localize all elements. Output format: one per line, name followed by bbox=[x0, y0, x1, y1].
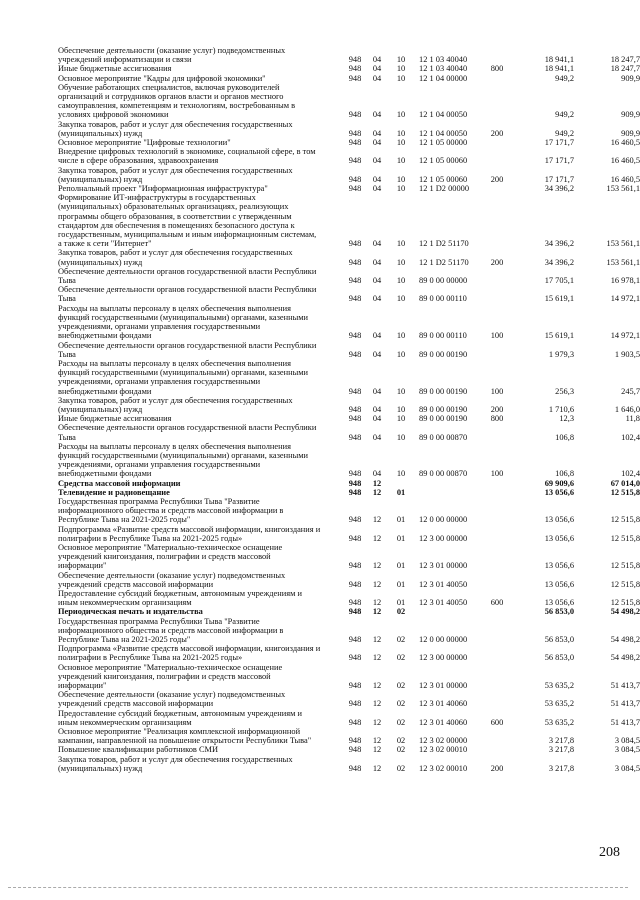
cell-target-article-code: 12 1 05 00060 bbox=[419, 174, 468, 184]
cell-subsection-code: 02 bbox=[396, 653, 406, 663]
cell-description: Основное мероприятие "Цифровые технологии" bbox=[58, 138, 231, 148]
table-row bbox=[58, 340, 640, 359]
cell-section-code: 04 bbox=[372, 138, 382, 148]
cell-ministry-code: 948 bbox=[348, 736, 362, 746]
cell-section-code: 04 bbox=[372, 64, 382, 74]
cell-description: Подпрограмма «Развитие средств массовой информации, книгоиздания и полиграфии в Республике Тыва на 2021-2025 годы» bbox=[58, 644, 321, 663]
table-row bbox=[58, 441, 640, 479]
cell-section-code: 12 bbox=[372, 736, 382, 746]
cell-amount-year-2: 1 646,0 bbox=[614, 404, 640, 414]
cell-amount-year-1: 949,2 bbox=[555, 128, 574, 138]
cell-description: Обеспечение деятельности (оказание услуг) подведомственных учреждений средств массовой информации bbox=[58, 690, 286, 709]
cell-ministry-code: 948 bbox=[348, 579, 362, 589]
table-row bbox=[58, 478, 640, 488]
table-row bbox=[58, 690, 640, 709]
cell-expense-type-code: 800 bbox=[490, 64, 504, 74]
cell-description: Основное мероприятие "Кадры для цифровой экономики" bbox=[58, 73, 266, 83]
cell-subsection-code: 10 bbox=[396, 156, 406, 166]
cell-section-code: 04 bbox=[372, 55, 382, 65]
cell-amount-year-1: 949,2 bbox=[555, 73, 574, 83]
cell-subsection-code: 10 bbox=[396, 174, 406, 184]
cell-description: Иные бюджетные ассигнования bbox=[58, 64, 172, 74]
table-row bbox=[58, 147, 640, 166]
cell-target-article-code: 89 0 00 00190 bbox=[419, 404, 468, 414]
cell-section-code: 04 bbox=[372, 349, 382, 359]
cell-subsection-code: 01 bbox=[396, 515, 406, 525]
cell-section-code: 04 bbox=[372, 469, 382, 479]
cell-ministry-code: 948 bbox=[348, 515, 362, 525]
cell-ministry-code: 948 bbox=[348, 156, 362, 166]
cell-description: Обеспечение деятельности органов государственной власти Республики Тыва bbox=[58, 340, 317, 359]
cell-amount-year-2: 12 515,8 bbox=[610, 579, 640, 589]
cell-target-article-code: 89 0 00 00000 bbox=[419, 276, 468, 286]
table-row bbox=[58, 46, 640, 65]
footer-divider bbox=[8, 887, 628, 888]
cell-amount-year-2: 3 084,5 bbox=[614, 745, 640, 755]
cell-expense-type-code: 200 bbox=[490, 174, 504, 184]
cell-amount-year-2: 54 498,2 bbox=[610, 653, 640, 663]
cell-section-code: 12 bbox=[372, 561, 382, 571]
cell-amount-year-1: 69 909,6 bbox=[544, 478, 574, 488]
table-row bbox=[58, 248, 640, 267]
cell-subsection-code: 10 bbox=[396, 257, 406, 267]
cell-subsection-code: 10 bbox=[396, 294, 406, 304]
cell-amount-year-1: 53 635,2 bbox=[544, 717, 574, 727]
cell-description: Иные бюджетные ассигнования bbox=[58, 414, 172, 424]
cell-amount-year-1: 3 217,8 bbox=[548, 736, 574, 746]
cell-amount-year-1: 56 853,0 bbox=[544, 635, 574, 644]
table-row bbox=[58, 414, 640, 424]
cell-description: Государственная программа Республики Тыва "Развитие информационного общества и средств массовой информации в Республике Тыва на 2021-2025 годы" bbox=[58, 616, 284, 644]
cell-amount-year-1: 13 056,6 bbox=[544, 487, 574, 497]
cell-ministry-code: 948 bbox=[348, 653, 362, 663]
cell-description: Закупка товаров, работ и услуг для обеспечения государственных (муниципальных) нужд bbox=[58, 754, 293, 773]
cell-amount-year-2: 51 413,7 bbox=[610, 681, 640, 691]
table-row bbox=[58, 285, 640, 304]
cell-ministry-code: 948 bbox=[348, 533, 362, 543]
cell-section-code: 04 bbox=[372, 110, 382, 120]
cell-description: Обеспечение деятельности (оказание услуг) подведомственных учреждений информатизации и связи bbox=[58, 46, 286, 65]
cell-section-code: 12 bbox=[372, 533, 382, 543]
cell-section-code: 12 bbox=[372, 681, 382, 691]
table-row bbox=[58, 644, 640, 663]
cell-amount-year-2: 16 460,5 bbox=[610, 174, 640, 184]
cell-target-article-code: 12 3 02 00000 bbox=[419, 736, 468, 746]
cell-description: Подпрограмма «Развитие средств массовой информации, книгоиздания и полиграфии в Республике Тыва на 2021-2025 годы» bbox=[58, 524, 321, 543]
cell-target-article-code: 89 0 00 00110 bbox=[419, 294, 467, 304]
cell-amount-year-1: 3 217,8 bbox=[548, 763, 574, 773]
cell-subsection-code: 10 bbox=[396, 386, 406, 396]
cell-amount-year-1: 1 979,3 bbox=[548, 349, 574, 359]
cell-section-code: 12 bbox=[372, 763, 382, 773]
cell-target-article-code: 12 3 01 40060 bbox=[419, 717, 468, 727]
cell-expense-type-code: 600 bbox=[490, 598, 504, 608]
cell-subsection-code: 10 bbox=[396, 73, 406, 83]
cell-amount-year-2: 16 978,1 bbox=[610, 276, 640, 286]
cell-description: Предоставление субсидий бюджетным, автономным учреждениям и иным некоммерческим организациям bbox=[58, 588, 302, 608]
cell-amount-year-1: 56 853,0 bbox=[544, 653, 574, 663]
table-row bbox=[58, 64, 640, 74]
cell-section-code: 04 bbox=[372, 331, 382, 341]
cell-subsection-code: 10 bbox=[396, 184, 406, 194]
cell-target-article-code: 12 3 02 00010 bbox=[419, 763, 468, 773]
cell-amount-year-1: 53 635,2 bbox=[544, 699, 574, 709]
cell-amount-year-1: 3 217,8 bbox=[548, 745, 574, 755]
cell-ministry-code: 948 bbox=[348, 681, 362, 691]
table-row bbox=[58, 524, 640, 543]
cell-description: Обучение работающих специалистов, включая руководителей организаций и сотрудников органов власти и органов местного самоуправления, компетенциям и технологиям, востребованным в условиях цифровой экономики bbox=[58, 82, 296, 120]
cell-section-code: 12 bbox=[372, 515, 382, 525]
cell-ministry-code: 948 bbox=[348, 349, 362, 359]
table-row bbox=[58, 423, 640, 442]
cell-section-code: 04 bbox=[372, 386, 382, 396]
table-row bbox=[58, 73, 640, 83]
cell-subsection-code: 10 bbox=[396, 239, 406, 249]
cell-amount-year-2: 54 498,2 bbox=[610, 635, 640, 644]
cell-amount-year-1: 15 619,1 bbox=[544, 331, 574, 341]
cell-amount-year-1: 12,3 bbox=[559, 414, 574, 424]
cell-expense-type-code: 200 bbox=[490, 257, 504, 267]
cell-ministry-code: 948 bbox=[348, 276, 362, 286]
cell-target-article-code: 12 1 05 00000 bbox=[419, 138, 468, 148]
cell-ministry-code: 948 bbox=[348, 386, 362, 396]
cell-ministry-code: 948 bbox=[348, 55, 362, 65]
cell-description: Телевидение и радиовещание bbox=[58, 487, 170, 497]
cell-amount-year-2: 16 460,5 bbox=[610, 156, 640, 166]
table-row bbox=[58, 570, 640, 589]
cell-section-code: 12 bbox=[372, 598, 382, 608]
cell-subsection-code: 01 bbox=[396, 533, 406, 543]
cell-section-code: 12 bbox=[372, 478, 382, 488]
table-row bbox=[58, 487, 640, 497]
cell-amount-year-2: 67 014,0 bbox=[610, 478, 640, 488]
cell-ministry-code: 948 bbox=[348, 561, 362, 571]
cell-description: Обеспечение деятельности органов государственной власти Республики Тыва bbox=[58, 266, 317, 286]
cell-amount-year-2: 14 972,1 bbox=[610, 331, 640, 341]
cell-section-code: 04 bbox=[372, 239, 382, 249]
cell-description: Закупка товаров, работ и услуг для обеспечения государственных (муниципальных) нужд bbox=[58, 395, 293, 414]
cell-ministry-code: 948 bbox=[348, 404, 362, 414]
cell-target-article-code: 12 3 02 00010 bbox=[419, 745, 468, 755]
cell-expense-type-code: 200 bbox=[490, 128, 504, 138]
cell-ministry-code: 948 bbox=[348, 257, 362, 267]
cell-target-article-code: 12 1 04 00050 bbox=[419, 128, 468, 138]
cell-amount-year-1: 106,8 bbox=[555, 432, 574, 442]
cell-amount-year-2: 153 561,1 bbox=[606, 239, 640, 249]
cell-amount-year-1: 1 710,6 bbox=[548, 404, 574, 414]
cell-amount-year-2: 102,4 bbox=[621, 469, 640, 479]
cell-amount-year-2: 54 498,2 bbox=[610, 607, 640, 617]
cell-description: Обеспечение деятельности (оказание услуг) подведомственных учреждений средств массовой информации bbox=[58, 570, 286, 589]
cell-section-code: 04 bbox=[372, 404, 382, 414]
cell-amount-year-1: 34 396,2 bbox=[544, 257, 574, 267]
cell-target-article-code: 12 3 01 00000 bbox=[419, 561, 468, 571]
cell-description: Формирование ИТ-инфраструктуры в государственных (муниципальных) образовательных организациях, реализующих программы общего образования, в соответствии с утвержденным стандартом для обеспечения в помещениях безопасного доступа к государственным, муниципальным и иным информационным системам, а также к сети "Интернет" bbox=[58, 193, 317, 249]
cell-ministry-code: 948 bbox=[348, 239, 362, 249]
cell-amount-year-1: 17 171,7 bbox=[544, 156, 574, 166]
cell-amount-year-2: 12 515,8 bbox=[610, 561, 640, 571]
cell-subsection-code: 02 bbox=[396, 607, 406, 617]
cell-ministry-code: 948 bbox=[348, 469, 362, 479]
cell-amount-year-2: 3 084,5 bbox=[614, 763, 640, 773]
cell-amount-year-2: 16 460,5 bbox=[610, 138, 640, 148]
cell-subsection-code: 01 bbox=[396, 579, 406, 589]
cell-amount-year-2: 153 561,1 bbox=[606, 257, 640, 267]
cell-ministry-code: 948 bbox=[348, 763, 362, 773]
cell-subsection-code: 10 bbox=[396, 432, 406, 442]
cell-subsection-code: 10 bbox=[396, 404, 406, 414]
cell-amount-year-1: 17 705,1 bbox=[544, 276, 574, 286]
cell-ministry-code: 948 bbox=[348, 138, 362, 148]
cell-section-code: 04 bbox=[372, 276, 382, 286]
cell-section-code: 04 bbox=[372, 184, 382, 194]
cell-subsection-code: 02 bbox=[396, 717, 406, 727]
cell-section-code: 12 bbox=[372, 635, 382, 644]
cell-ministry-code: 948 bbox=[348, 184, 362, 194]
cell-target-article-code: 12 1 D2 00000 bbox=[419, 184, 470, 194]
cell-subsection-code: 01 bbox=[396, 561, 406, 571]
page-number: 208 bbox=[599, 845, 620, 860]
cell-amount-year-2: 153 561,1 bbox=[606, 184, 640, 194]
cell-subsection-code: 01 bbox=[396, 487, 406, 497]
cell-target-article-code: 89 0 00 00870 bbox=[419, 469, 468, 479]
cell-target-article-code: 12 1 D2 51170 bbox=[419, 257, 469, 267]
cell-description: Основное мероприятие "Материально-техническое оснащение учреждений книгоиздания, полиграфии и средств массовой информации" bbox=[58, 662, 283, 691]
cell-expense-type-code: 100 bbox=[490, 469, 504, 479]
cell-target-article-code: 12 1 05 00060 bbox=[419, 156, 468, 166]
cell-ministry-code: 948 bbox=[348, 64, 362, 74]
table-row bbox=[58, 165, 640, 184]
cell-section-code: 04 bbox=[372, 432, 382, 442]
cell-ministry-code: 948 bbox=[348, 294, 362, 304]
cell-amount-year-2: 909,9 bbox=[621, 73, 640, 83]
cell-target-article-code: 89 0 00 00190 bbox=[419, 386, 468, 396]
cell-description: Предоставление субсидий бюджетным, автономным учреждениям и иным некоммерческим организациям bbox=[58, 708, 302, 727]
cell-section-code: 04 bbox=[372, 414, 382, 424]
cell-amount-year-1: 18 941,1 bbox=[544, 64, 574, 74]
cell-ministry-code: 948 bbox=[348, 745, 362, 755]
cell-description: Закупка товаров, работ и услуг для обеспечения государственных (муниципальных) нужд bbox=[58, 119, 293, 138]
table-row bbox=[58, 193, 640, 249]
table-row bbox=[58, 727, 640, 746]
cell-subsection-code: 02 bbox=[396, 736, 406, 746]
table-row bbox=[58, 496, 640, 525]
cell-subsection-code: 02 bbox=[396, 635, 406, 644]
cell-expense-type-code: 800 bbox=[490, 414, 504, 424]
cell-description: Реполнальный проект "Информационная инфраструктура" bbox=[58, 184, 268, 194]
table-row bbox=[58, 303, 640, 341]
cell-section-code: 12 bbox=[372, 579, 382, 589]
cell-expense-type-code: 200 bbox=[490, 404, 504, 414]
cell-amount-year-1: 56 853,0 bbox=[544, 607, 574, 617]
cell-ministry-code: 948 bbox=[348, 607, 362, 617]
cell-ministry-code: 948 bbox=[348, 128, 362, 138]
cell-expense-type-code: 100 bbox=[490, 386, 504, 396]
budget-table bbox=[58, 46, 640, 773]
table-row bbox=[58, 542, 640, 571]
cell-expense-type-code: 100 bbox=[490, 331, 504, 341]
cell-amount-year-1: 53 635,2 bbox=[544, 681, 574, 691]
cell-amount-year-1: 13 056,6 bbox=[544, 598, 574, 608]
cell-description: Закупка товаров, работ и услуг для обеспечения государственных (муниципальных) нужд bbox=[58, 248, 293, 267]
cell-description: Внедрение цифровых технологий в экономике, социальной сфере, в том числе в сфере образования, здравоохранения bbox=[58, 147, 316, 166]
cell-description: Закупка товаров, работ и услуг для обеспечения государственных (муниципальных) нужд bbox=[58, 165, 293, 184]
cell-subsection-code: 10 bbox=[396, 138, 406, 148]
cell-target-article-code: 89 0 00 00870 bbox=[419, 432, 468, 442]
cell-target-article-code: 12 3 00 00000 bbox=[419, 533, 468, 543]
cell-description: Расходы на выплаты персоналу в целях обеспечения выполнения функций государственными (муниципальными) органами, казенными учреждениями, органами управления государственными внебюджетными фондами bbox=[58, 358, 309, 396]
cell-amount-year-2: 102,4 bbox=[621, 432, 640, 442]
cell-amount-year-2: 51 413,7 bbox=[610, 699, 640, 709]
cell-section-code: 04 bbox=[372, 156, 382, 166]
cell-subsection-code: 10 bbox=[396, 469, 406, 479]
table-row bbox=[58, 138, 640, 148]
cell-description: Повышение квалификации работников СМИ bbox=[58, 745, 219, 755]
table-row bbox=[58, 119, 640, 138]
cell-subsection-code: 10 bbox=[396, 128, 406, 138]
cell-target-article-code: 12 3 01 00000 bbox=[419, 681, 468, 691]
cell-amount-year-2: 3 084,5 bbox=[614, 736, 640, 746]
cell-subsection-code: 10 bbox=[396, 276, 406, 286]
cell-subsection-code: 10 bbox=[396, 55, 406, 65]
cell-ministry-code: 948 bbox=[348, 635, 362, 644]
cell-amount-year-2: 12 515,8 bbox=[610, 515, 640, 525]
cell-amount-year-2: 11,8 bbox=[625, 414, 640, 424]
cell-description: Основное мероприятие "Материально-техническое оснащение учреждений книгоиздания, полиграфии и средств массовой информации" bbox=[58, 542, 283, 571]
cell-subsection-code: 02 bbox=[396, 763, 406, 773]
cell-amount-year-1: 17 171,7 bbox=[544, 138, 574, 148]
cell-amount-year-2: 12 515,8 bbox=[610, 533, 640, 543]
cell-target-article-code: 12 1 04 00000 bbox=[419, 73, 468, 83]
cell-amount-year-2: 18 247,7 bbox=[610, 55, 640, 65]
cell-section-code: 12 bbox=[372, 487, 382, 497]
cell-amount-year-2: 14 972,1 bbox=[610, 294, 640, 304]
cell-description: Государственная программа Республики Тыва "Развитие информационного общества и средств массовой информации в Республике Тыва на 2021-2025 годы" bbox=[58, 496, 284, 525]
cell-ministry-code: 948 bbox=[348, 699, 362, 709]
cell-ministry-code: 948 bbox=[348, 717, 362, 727]
cell-ministry-code: 948 bbox=[348, 414, 362, 424]
cell-ministry-code: 948 bbox=[348, 487, 362, 497]
cell-expense-type-code: 600 bbox=[490, 717, 504, 727]
cell-description: Расходы на выплаты персоналу в целях обеспечения выполнения функций государственными (муниципальными) органами, казенными учреждениями, органами управления государственными внебюджетными фондами bbox=[58, 303, 309, 341]
table-row bbox=[58, 745, 640, 755]
cell-amount-year-2: 1 903,5 bbox=[614, 349, 640, 359]
cell-section-code: 04 bbox=[372, 73, 382, 83]
cell-subsection-code: 10 bbox=[396, 349, 406, 359]
cell-amount-year-2: 12 515,8 bbox=[610, 487, 640, 497]
table-row bbox=[58, 754, 640, 773]
cell-amount-year-1: 34 396,2 bbox=[544, 184, 574, 194]
cell-target-article-code: 12 1 03 40040 bbox=[419, 64, 468, 74]
cell-subsection-code: 10 bbox=[396, 64, 406, 74]
table-row bbox=[58, 662, 640, 691]
cell-expense-type-code: 200 bbox=[490, 763, 504, 773]
cell-subsection-code: 02 bbox=[396, 681, 406, 691]
cell-ministry-code: 948 bbox=[348, 432, 362, 442]
cell-ministry-code: 948 bbox=[348, 598, 362, 608]
cell-target-article-code: 12 0 00 00000 bbox=[419, 635, 468, 644]
cell-amount-year-1: 15 619,1 bbox=[544, 294, 574, 304]
cell-section-code: 12 bbox=[372, 699, 382, 709]
cell-subsection-code: 01 bbox=[396, 598, 406, 608]
cell-amount-year-1: 34 396,2 bbox=[544, 239, 574, 249]
cell-amount-year-1: 17 171,7 bbox=[544, 174, 574, 184]
cell-subsection-code: 10 bbox=[396, 414, 406, 424]
cell-amount-year-2: 245,7 bbox=[621, 386, 640, 396]
cell-section-code: 12 bbox=[372, 607, 382, 617]
cell-target-article-code: 12 1 04 00050 bbox=[419, 110, 468, 120]
cell-amount-year-1: 13 056,6 bbox=[544, 561, 574, 571]
table-row bbox=[58, 82, 640, 120]
cell-description: Расходы на выплаты персоналу в целях обеспечения выполнения функций государственными (муниципальными) органами, казенными учреждениями, органами управления государственными внебюджетными фондами bbox=[58, 441, 309, 479]
cell-target-article-code: 12 3 01 40050 bbox=[419, 598, 468, 608]
cell-amount-year-2: 909,9 bbox=[621, 110, 640, 120]
cell-ministry-code: 948 bbox=[348, 73, 362, 83]
cell-description: Периодическая печать и издательства bbox=[58, 607, 203, 617]
cell-amount-year-1: 949,2 bbox=[555, 110, 574, 120]
cell-target-article-code: 12 3 01 40060 bbox=[419, 699, 468, 709]
cell-subsection-code: 02 bbox=[396, 699, 406, 709]
cell-ministry-code: 948 bbox=[348, 478, 362, 488]
cell-amount-year-2: 18 247,7 bbox=[610, 64, 640, 74]
cell-section-code: 04 bbox=[372, 174, 382, 184]
cell-description: Обеспечение деятельности органов государственной власти Республики Тыва bbox=[58, 423, 317, 442]
cell-ministry-code: 948 bbox=[348, 174, 362, 184]
table-row bbox=[58, 395, 640, 414]
cell-target-article-code: 12 1 D2 51170 bbox=[419, 239, 469, 249]
cell-target-article-code: 89 0 00 00190 bbox=[419, 349, 468, 359]
table-row bbox=[58, 266, 640, 286]
cell-target-article-code: 89 0 00 00190 bbox=[419, 414, 468, 424]
cell-section-code: 12 bbox=[372, 653, 382, 663]
cell-amount-year-2: 12 515,8 bbox=[610, 598, 640, 608]
cell-ministry-code: 948 bbox=[348, 331, 362, 341]
cell-description: Основное мероприятие "Реализация комплексной информационной кампании, направленной на повышение открытости Республики Тыва" bbox=[58, 727, 312, 746]
cell-amount-year-2: 909,9 bbox=[621, 128, 640, 138]
table-row bbox=[58, 607, 640, 617]
table-row bbox=[58, 708, 640, 727]
cell-target-article-code: 12 3 01 40050 bbox=[419, 579, 468, 589]
table-row bbox=[58, 358, 640, 396]
table-row bbox=[58, 616, 640, 645]
table-row bbox=[58, 588, 640, 608]
cell-target-article-code: 12 3 00 00000 bbox=[419, 653, 468, 663]
cell-target-article-code: 12 1 03 40040 bbox=[419, 55, 468, 65]
cell-section-code: 12 bbox=[372, 745, 382, 755]
cell-subsection-code: 10 bbox=[396, 331, 406, 341]
cell-description: Средства массовой информации bbox=[58, 478, 181, 488]
cell-section-code: 12 bbox=[372, 717, 382, 727]
cell-amount-year-1: 13 056,6 bbox=[544, 579, 574, 589]
cell-subsection-code: 10 bbox=[396, 110, 406, 120]
cell-section-code: 04 bbox=[372, 128, 382, 138]
cell-target-article-code: 12 0 00 00000 bbox=[419, 515, 468, 525]
cell-amount-year-1: 13 056,6 bbox=[544, 533, 574, 543]
table-row bbox=[58, 184, 640, 194]
cell-target-article-code: 89 0 00 00110 bbox=[419, 331, 467, 341]
cell-amount-year-1: 106,8 bbox=[555, 469, 574, 479]
cell-section-code: 04 bbox=[372, 294, 382, 304]
cell-ministry-code: 948 bbox=[348, 110, 362, 120]
cell-amount-year-1: 13 056,6 bbox=[544, 515, 574, 525]
cell-section-code: 04 bbox=[372, 257, 382, 267]
cell-amount-year-2: 51 413,7 bbox=[610, 717, 640, 727]
cell-amount-year-1: 18 941,1 bbox=[544, 55, 574, 65]
cell-description: Обеспечение деятельности органов государственной власти Республики Тыва bbox=[58, 285, 317, 304]
cell-subsection-code: 02 bbox=[396, 745, 406, 755]
cell-amount-year-1: 256,3 bbox=[555, 386, 574, 396]
